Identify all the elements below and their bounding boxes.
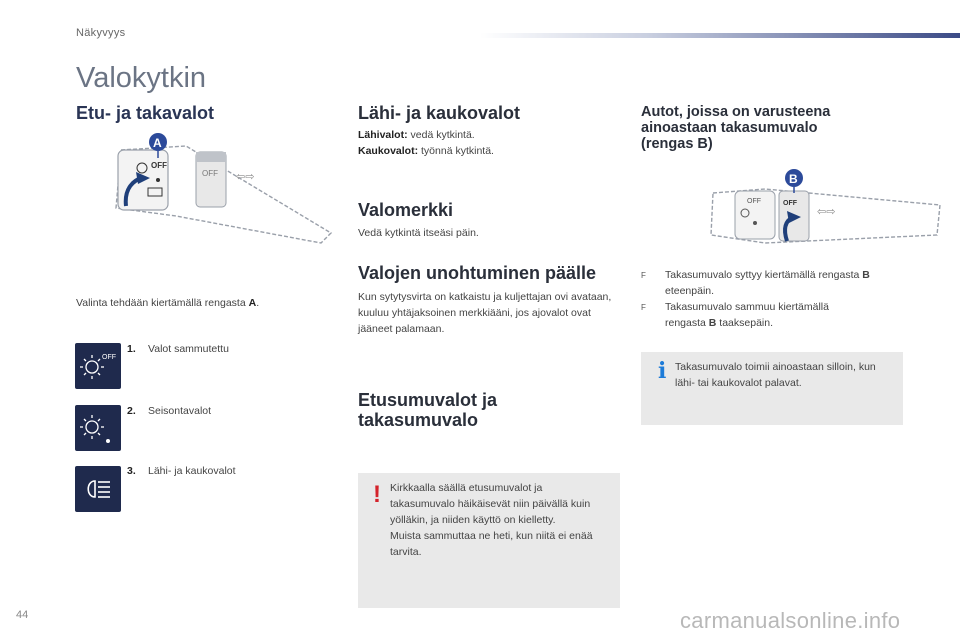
sidelights-icon (75, 405, 121, 451)
svg-text:⇦⇨: ⇦⇨ (236, 170, 255, 183)
watermark: carmanualsonline.info (680, 608, 901, 633)
item-number: 3. (127, 465, 136, 477)
item-label-headlights: Lähi- ja kaukovalot (148, 465, 236, 477)
list-item: F Takasumuvalo sammuu kiertämällä rengasta B taaksepäin. (641, 301, 829, 329)
headlights-icon (75, 466, 121, 512)
page-title: Valokytkin (76, 62, 207, 94)
bullet-icon: F (641, 271, 646, 280)
item-label-sidelights: Seisontavalot (148, 405, 212, 417)
heading-front-rear-lights: Etu- ja takavalot (76, 103, 215, 123)
heading-lights-on-reminder: Valojen unohtuminen päälle (358, 263, 597, 283)
main-beam-text: Kaukovalot: työnnä kytkintä. (358, 145, 494, 157)
item-number: 2. (127, 405, 136, 417)
dipped-beam-text: Lähivalot: vedä kytkintä. (358, 129, 475, 141)
info-box (641, 352, 903, 425)
svg-text:⇦⇨: ⇦⇨ (817, 205, 836, 218)
callout-b: B (789, 172, 798, 186)
reminder-text: Kun sytytysvirta on katkaistu ja kuljettajan ovi avataan, kuuluu yhtäjaksoinen merkkiääni, jos ajovalot ovat jääneet palamaan. (358, 291, 612, 335)
svg-text:OFF: OFF (202, 169, 218, 178)
page-number: 44 (16, 609, 29, 621)
section-title: Näkyvyys (76, 27, 126, 39)
warning-text: Kirkkaalla säällä etusumuvalot ja takasumuvalo häikäisevät niin päivällä kuin yölläkin, ja niiden käyttö on kielletty. Muista sammuttaa ne heti, kun niitä ei enää tarvita. (390, 482, 593, 558)
light-switch-illustration-a (96, 128, 336, 248)
flash-text: Vedä kytkintä itseäsi päin. (358, 227, 479, 239)
bullet-icon: F (641, 303, 646, 312)
svg-text:OFF: OFF (747, 198, 761, 205)
warning-icon: ! (373, 481, 381, 508)
rear-fog-instructions (641, 267, 871, 331)
item-label-lights-off: Valot sammutettu (148, 343, 229, 355)
heading-fog-lights: Etusumuvalot ja takasumuvalo (358, 390, 498, 430)
info-text: Takasumuvalo toimii ainoastaan silloin, kun lähi- tai kaukovalot palavat. (675, 361, 876, 389)
heading-rear-fog-only: Autot, joissa on varusteena ainoastaan takasumuvalo (rengas B) (641, 104, 831, 152)
warning-box (358, 473, 620, 608)
heading-headlamp-flash: Valomerkki (358, 200, 454, 220)
ring-instruction: Valinta tehdään kiertämällä rengasta A. (76, 297, 260, 309)
switch-off-label-b: OFF (783, 200, 797, 207)
svg-text:OFF: OFF (102, 354, 116, 361)
item-number: 1. (127, 343, 136, 355)
header-bar (480, 33, 960, 38)
switch-off-label-a: OFF (151, 161, 167, 170)
info-icon: i (658, 358, 667, 384)
heading-dipped-main-beam: Lähi- ja kaukovalot (358, 103, 521, 123)
callout-a: A (153, 136, 162, 150)
light-switch-illustration-b (705, 165, 945, 255)
list-item: F Takasumuvalo syttyy kiertämällä rengasta B eteenpäin. (641, 269, 870, 297)
light-off-icon (75, 343, 121, 389)
